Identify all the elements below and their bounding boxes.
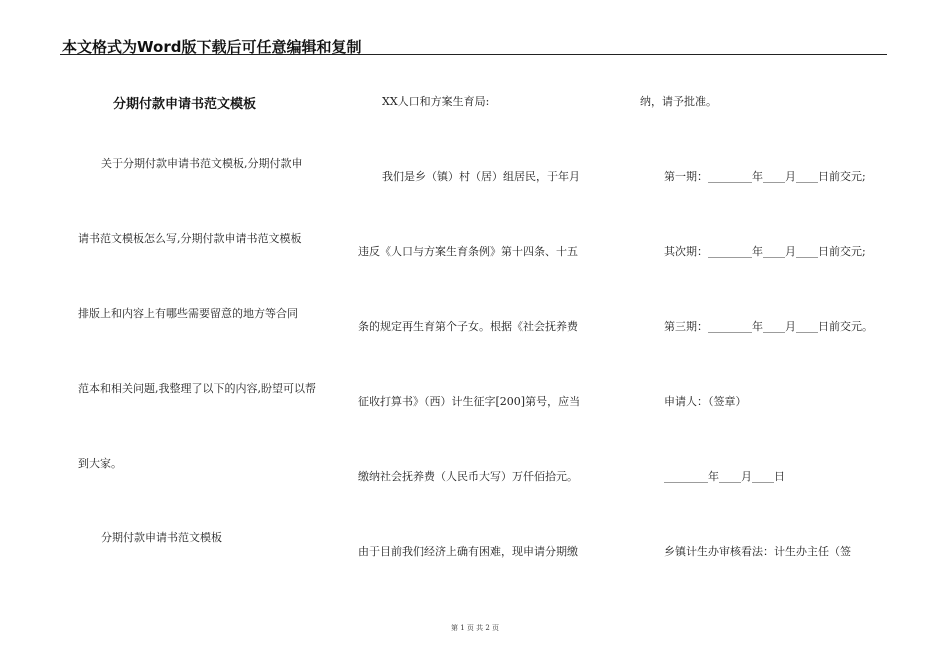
col1-line-2: 请书范文模板怎么写,分期付款申请书范文模板 — [78, 232, 302, 245]
col2-line-3: 违反《人口与方案生育条例》第十四条、十五 — [358, 245, 578, 258]
col2-line-5: 征收打算书》（西）计生征字[200]第号，应当 — [358, 395, 581, 408]
col2-line-6: 缴纳社会抚养费（人民币大写）万仟佰拾元。 — [358, 470, 578, 483]
document-title: 分期付款申请书范文模板 — [113, 97, 257, 112]
col1-line-3: 排版上和内容上有哪些需要留意的地方等合同 — [78, 307, 298, 320]
col3-line-7: 乡镇计生办审核看法：计生办主任（签 — [664, 545, 851, 558]
col1-line-4: 范本和相关问题,我整理了以下的内容,盼望可以帮 — [78, 382, 316, 395]
col1-line-6: 分期付款申请书范文模板 — [101, 531, 222, 544]
col3-line-1: 纳，请予批准。 — [640, 95, 717, 108]
col1-line-5: 到大家。 — [78, 457, 122, 470]
col3-line-3: 其次期：________年____月____日前交元; — [664, 245, 866, 258]
col3-line-4: 第三期：________年____月____日前交元。 — [664, 320, 873, 333]
col2-line-1: XX人口和方案生育局: — [382, 95, 490, 108]
col3-line-6: ________年____月____日 — [664, 470, 785, 483]
header-divider — [60, 54, 887, 55]
document-header-title: 本文格式为Word版下载后可任意编辑和复制 — [62, 38, 362, 56]
col3-line-5: 申请人：（签章） — [664, 395, 747, 408]
page-number-footer: 第 1 页 共 2 页 — [450, 624, 500, 632]
col2-line-2: 我们是乡（镇）村（居）组居民，于年月 — [382, 170, 580, 183]
col3-line-2: 第一期：________年____月____日前交元; — [664, 170, 866, 183]
col2-line-7: 由于目前我们经济上确有困难，现申请分期缴 — [358, 545, 578, 558]
col2-line-4: 条的规定再生育第个子女。根据《社会抚养费 — [358, 320, 578, 333]
col1-line-1: 关于分期付款申请书范文模板,分期付款申 — [101, 157, 303, 170]
